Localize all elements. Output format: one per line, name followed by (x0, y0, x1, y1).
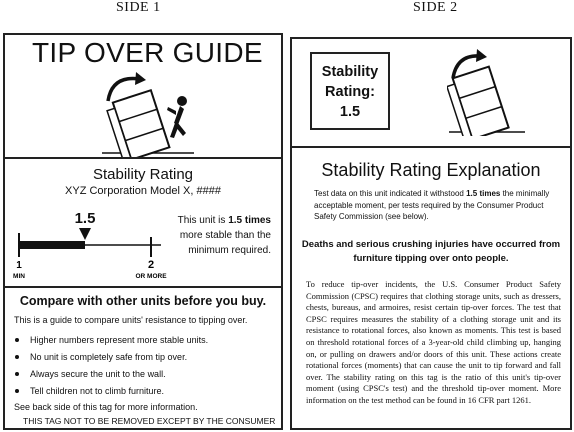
side1-header: SIDE 1 (116, 0, 161, 15)
para-prefix: Test data on this unit indicated it withstood (314, 189, 467, 198)
warning-text (292, 238, 570, 266)
side2-panel (290, 37, 572, 430)
list-item (14, 348, 208, 365)
tipping-dresser-icon (447, 48, 527, 136)
compare-intro: This is a guide to compare units' resistance to tipping over. (14, 315, 248, 325)
list-item (14, 382, 208, 399)
scale-max-label: OR MORE (135, 273, 167, 280)
scale-pointer-icon (79, 228, 91, 240)
badge-line2: Rating: (325, 84, 375, 100)
bullet-icon (15, 372, 19, 376)
bullet-text: Tell children not to climb furniture. (30, 385, 165, 396)
tip-over-title: TIP OVER GUIDE (32, 37, 263, 68)
explanation-paragraph (314, 188, 564, 223)
note-suffix: more stable than the minimum required. (179, 230, 271, 256)
explanation-heading: Stability Rating Explanation (321, 160, 541, 180)
para-suffix: the minimally acceptable moment, per tests required by the Consumer Product Safety Commission (see below). (314, 189, 550, 221)
tip-over-guide-section (5, 35, 281, 159)
scale-fill-bar (19, 241, 85, 249)
stability-rating-badge (310, 52, 390, 130)
side1-panel (3, 33, 283, 430)
warning-line2: furniture tipping over onto people. (353, 253, 509, 264)
bullet-text: Always secure the unit to the wall. (30, 368, 166, 379)
test-method-paragraph: To reduce tip-over incidents, the U.S. Consumer Product Safety Commission (CPSC) requires that clothing storage units, such as dressers, chests, bureaus, and armoires, resist certain tip-over forces. The test that CPSC requires measures the stability of a clothing storage unit and its resistance to rotational forces, also known as moments. This test is based on threshold rotational forces of a 3-year-old child climbing up, hanging on, or pulling on drawers and/or doors of this unit. These actions create rotational forces (moments) that can cause the unit to tip forward and fall over. The stability rating on this tag is the ratio of this unit's tip-over moment (using CPSC's test) and the threshold tip-over moment. More information on the test method can be found in 16 CFR part 1261. (306, 279, 561, 405)
bullet-text: Higher numbers represent more stable units. (30, 334, 209, 345)
side2-header: SIDE 2 (413, 0, 458, 15)
badge-line1: Stability (321, 64, 379, 80)
tipping-dresser-icon (100, 71, 196, 157)
rating-heading: Stability Rating (92, 166, 194, 183)
bullet-icon (15, 338, 19, 342)
bullet-text: No unit is completely safe from tip over. (30, 351, 188, 362)
rating-badge-section (292, 39, 570, 148)
list-item (14, 365, 208, 382)
stability-scale (11, 205, 171, 285)
explanation-section (292, 148, 570, 405)
child-climbing-icon (167, 96, 187, 138)
badge-value: 1.5 (339, 104, 361, 120)
scale-value-label: 1.5 (74, 210, 96, 227)
list-item (14, 331, 208, 348)
compare-section (5, 288, 281, 430)
compare-footer: See back side of this tag for more information. (14, 402, 198, 412)
scale-max-number: 2 (147, 259, 155, 271)
scale-min-number: 1 (16, 260, 22, 271)
bullet-icon (15, 355, 19, 359)
compare-heading: Compare with other units before you buy. (19, 294, 267, 308)
para-bold: 1.5 times (466, 189, 501, 198)
note-bold: 1.5 times (228, 215, 271, 226)
compare-list (14, 331, 208, 399)
tag-notice: THIS TAG NOT TO BE REMOVED EXCEPT BY THE CONSUMER (23, 416, 276, 426)
scale-min-label: MIN (13, 273, 25, 280)
stability-rating-section (5, 159, 281, 288)
warning-line1: Deaths and serious crushing injuries have occurred from (301, 239, 561, 250)
note-prefix: This unit is (177, 215, 229, 226)
bullet-icon (15, 389, 19, 393)
rating-note (156, 213, 271, 258)
model-label: XYZ Corporation Model X, #### (65, 185, 221, 197)
